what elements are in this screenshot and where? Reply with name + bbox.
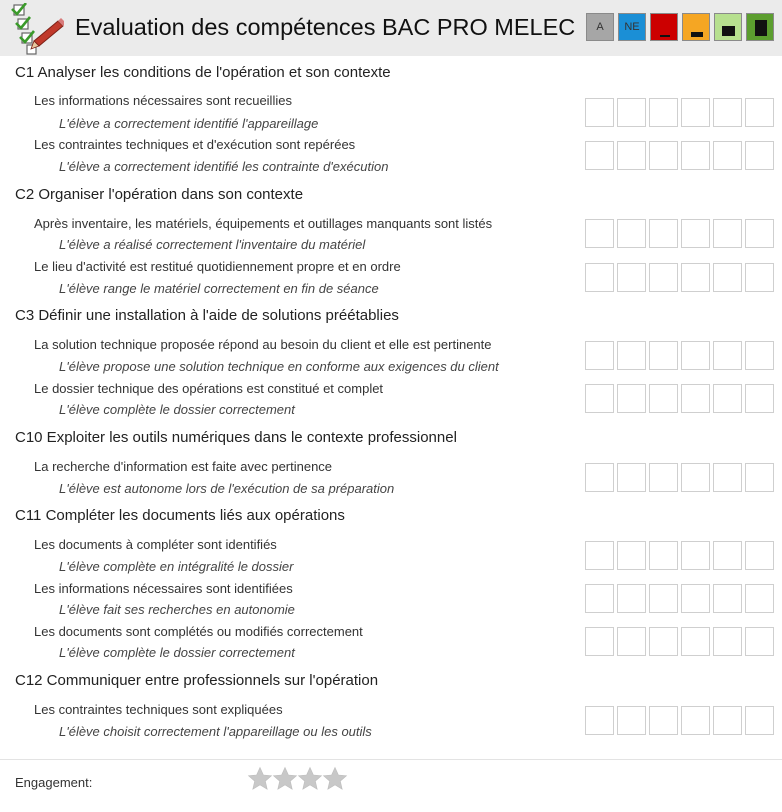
indicator-label: L'élève a correctement identifié l'appareillage — [59, 116, 319, 131]
grade-cell-level-4[interactable] — [745, 341, 774, 370]
grade-cell-level-4[interactable] — [745, 263, 774, 292]
criterion-label: La solution technique proposée répond au besoin du client et elle est pertinente — [34, 337, 492, 352]
grade-cell-level-2[interactable] — [681, 341, 710, 370]
legend-absent-label: A — [596, 21, 604, 33]
criterion-label: Les contraintes techniques et d'exécution sont repérées — [34, 137, 356, 152]
indicator-label: L'élève choisit correctement l'appareillage ou les outils — [59, 724, 372, 739]
criterion-label: Les informations nécessaires sont identifiées — [34, 581, 293, 596]
footer — [0, 759, 782, 812]
grade-cell-level-1[interactable] — [649, 384, 678, 413]
criterion-label: Les informations nécessaires sont recueillies — [34, 93, 292, 108]
grade-cell-level-1[interactable] — [649, 263, 678, 292]
level-1-bar-icon — [660, 35, 670, 37]
grade-cell-level-1[interactable] — [649, 627, 678, 656]
grade-cell-level-3[interactable] — [713, 98, 742, 127]
section-title-c10: C10 Exploiter les outils numériques dans le contexte professionnel — [15, 429, 457, 446]
indicator-label: L'élève complète le dossier correctement — [59, 645, 295, 660]
criterion-label: Le lieu d'activité est restitué quotidiennement propre et en ordre — [34, 259, 401, 274]
level-2-bar-icon — [691, 32, 703, 37]
indicator-label: L'élève range le matériel correctement en fin de séance — [59, 281, 379, 296]
section-title-c3: C3 Définir une installation à l'aide de solutions préétablies — [15, 307, 399, 324]
grade-cell-absent[interactable] — [585, 219, 614, 248]
grade-cell-level-1[interactable] — [649, 463, 678, 492]
grade-cell-absent[interactable] — [585, 584, 614, 613]
grade-cell-level-3[interactable] — [713, 463, 742, 492]
grade-cell-absent[interactable] — [585, 706, 614, 735]
grade-cell-level-4[interactable] — [745, 627, 774, 656]
indicator-label: L'élève complète en intégralité le dossier — [59, 559, 294, 574]
grade-cell-level-2[interactable] — [681, 263, 710, 292]
grade-cell-level-2[interactable] — [681, 541, 710, 570]
engagement-label: Engagement: — [15, 775, 93, 790]
grade-cell-absent[interactable] — [585, 541, 614, 570]
legend-not-evaluated — [618, 13, 646, 41]
section-title-c11: C11 Compléter les documents liés aux opérations — [15, 507, 345, 524]
grade-cell-level-2[interactable] — [681, 98, 710, 127]
grade-cell-level-1[interactable] — [649, 584, 678, 613]
level-3-bar-icon — [722, 26, 735, 36]
grade-cell-level-4[interactable] — [745, 384, 774, 413]
grade-cell-level-2[interactable] — [681, 584, 710, 613]
grade-cell-absent[interactable] — [585, 263, 614, 292]
star-icon[interactable] — [322, 766, 348, 792]
indicator-label: L'élève complète le dossier correctement — [59, 402, 295, 417]
grade-cell-level-1[interactable] — [649, 541, 678, 570]
section-title-c1: C1 Analyser les conditions de l'opération et son contexte — [15, 64, 391, 81]
grade-cell-absent[interactable] — [585, 98, 614, 127]
grade-cell-level-2[interactable] — [681, 627, 710, 656]
grade-cell-not-evaluated[interactable] — [617, 384, 646, 413]
grade-cell-level-3[interactable] — [713, 219, 742, 248]
grade-cell-level-3[interactable] — [713, 384, 742, 413]
level-4-bar-icon — [755, 20, 767, 36]
star-icon[interactable] — [272, 766, 298, 792]
legend-absent — [586, 13, 614, 41]
grade-cell-not-evaluated[interactable] — [617, 219, 646, 248]
indicator-label: L'élève propose une solution technique en conforme aux exigences du client — [59, 359, 499, 374]
indicator-label: L'élève a réalisé correctement l'inventaire du matériel — [59, 237, 366, 252]
grade-cell-not-evaluated[interactable] — [617, 584, 646, 613]
grade-cell-level-3[interactable] — [713, 141, 742, 170]
legend-not-evaluated-label: NE — [624, 21, 640, 33]
grade-cell-not-evaluated[interactable] — [617, 627, 646, 656]
grade-cell-level-1[interactable] — [649, 141, 678, 170]
criterion-label: Les contraintes techniques sont expliquées — [34, 702, 283, 717]
grade-cell-level-4[interactable] — [745, 219, 774, 248]
grade-cell-level-2[interactable] — [681, 219, 710, 248]
grade-cell-level-3[interactable] — [713, 341, 742, 370]
header — [0, 0, 782, 56]
grade-cell-level-4[interactable] — [745, 141, 774, 170]
grade-cell-level-2[interactable] — [681, 463, 710, 492]
grade-cell-absent[interactable] — [585, 627, 614, 656]
grade-cell-not-evaluated[interactable] — [617, 263, 646, 292]
grade-cell-level-3[interactable] — [713, 627, 742, 656]
grade-cell-absent[interactable] — [585, 463, 614, 492]
legend-level-2 — [682, 13, 710, 41]
grade-cell-not-evaluated[interactable] — [617, 706, 646, 735]
grade-cell-level-1[interactable] — [649, 706, 678, 735]
grade-cell-level-4[interactable] — [745, 98, 774, 127]
criterion-label: Le dossier technique des opérations est constitué et complet — [34, 381, 384, 396]
grade-cell-level-3[interactable] — [713, 706, 742, 735]
grade-cell-absent[interactable] — [585, 341, 614, 370]
grade-cell-level-2[interactable] — [681, 141, 710, 170]
section-title-c2: C2 Organiser l'opération dans son contexte — [15, 186, 304, 203]
checklist-logo-icon — [8, 3, 64, 55]
grade-cell-not-evaluated[interactable] — [617, 98, 646, 127]
grade-cell-level-4[interactable] — [745, 584, 774, 613]
grade-cell-not-evaluated[interactable] — [617, 541, 646, 570]
legend-level-4 — [746, 13, 774, 41]
grade-cell-level-4[interactable] — [745, 706, 774, 735]
grade-cell-level-3[interactable] — [713, 263, 742, 292]
grade-cell-level-3[interactable] — [713, 584, 742, 613]
grade-cell-not-evaluated[interactable] — [617, 341, 646, 370]
legend-level-3 — [714, 13, 742, 41]
page-title: Evaluation des compétences BAC PRO MELEC — [75, 14, 576, 40]
indicator-label: L'élève a correctement identifié les contrainte d'exécution — [59, 159, 389, 174]
grade-cell-absent[interactable] — [585, 141, 614, 170]
grade-cell-level-2[interactable] — [681, 384, 710, 413]
grade-cell-level-4[interactable] — [745, 541, 774, 570]
indicator-label: L'élève fait ses recherches en autonomie — [59, 602, 295, 617]
legend-level-1 — [650, 13, 678, 41]
grade-cell-not-evaluated[interactable] — [617, 463, 646, 492]
grade-cell-absent[interactable] — [585, 384, 614, 413]
criterion-label: Les documents à compléter sont identifiés — [34, 537, 277, 552]
grade-cell-level-1[interactable] — [649, 98, 678, 127]
star-icon[interactable] — [247, 766, 273, 792]
criterion-label: La recherche d'information est faite avec pertinence — [34, 459, 333, 474]
criterion-label: Après inventaire, les matériels, équipements et outillages manquants sont listés — [34, 216, 493, 231]
section-title-c12: C12 Communiquer entre professionnels sur l'opération — [15, 672, 379, 689]
grade-cell-level-2[interactable] — [681, 706, 710, 735]
indicator-label: L'élève est autonome lors de l'exécution de sa préparation — [59, 481, 395, 496]
grade-cell-not-evaluated[interactable] — [617, 141, 646, 170]
grade-cell-level-4[interactable] — [745, 463, 774, 492]
grade-cell-level-3[interactable] — [713, 541, 742, 570]
grade-cell-level-1[interactable] — [649, 341, 678, 370]
grade-cell-level-1[interactable] — [649, 219, 678, 248]
criterion-label: Les documents sont complétés ou modifiés correctement — [34, 624, 363, 639]
star-icon[interactable] — [297, 766, 323, 792]
